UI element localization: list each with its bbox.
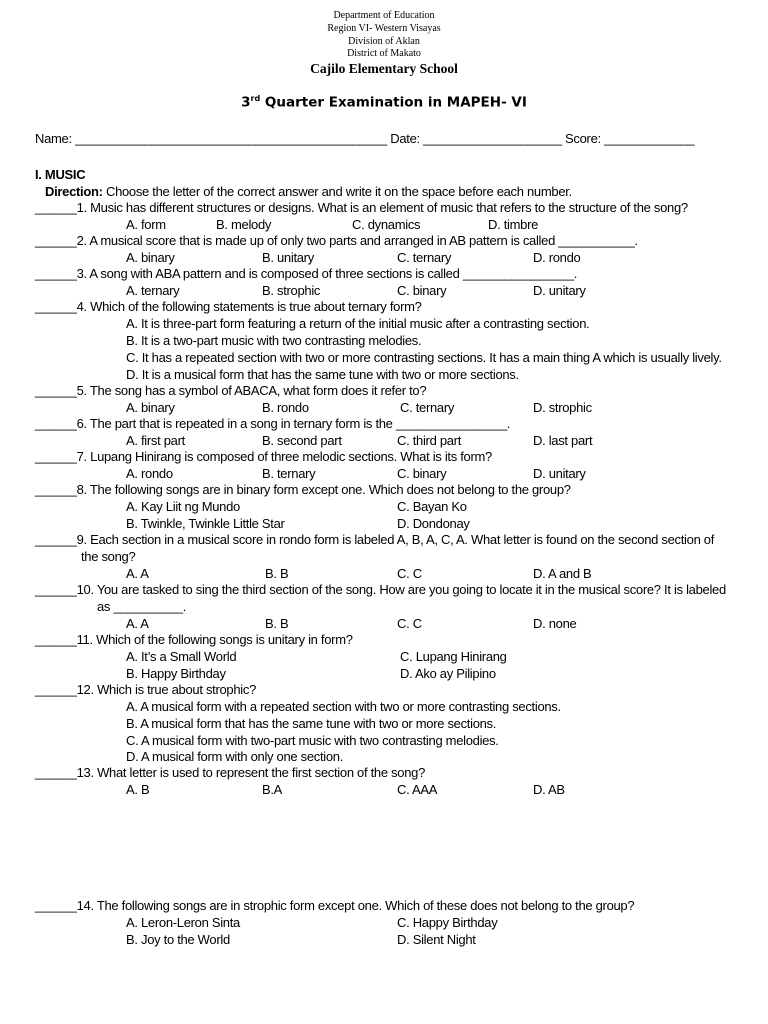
- question-12: ______12. Which is true about strophic?: [35, 682, 256, 697]
- q7-option-c: C. binary: [397, 466, 447, 481]
- q3-option-c: C. binary: [397, 283, 447, 298]
- question-9: ______9. Each section in a musical score in rondo form is labeled A, B, A, C, A. What letter is found on the second section of: [35, 532, 715, 547]
- q1-option-d: D. timbre: [488, 217, 539, 232]
- question-11: ______11. Which of the following songs is unitary in form?: [35, 632, 353, 647]
- question-7: ______7. Lupang Hinirang is composed of three melodic sections. What is its form?: [35, 449, 492, 464]
- q10-option-d: D. none: [533, 616, 577, 631]
- direction-text: Choose the letter of the correct answer and write it on the space before each number.: [102, 184, 572, 199]
- q10-option-a: A. A: [126, 616, 149, 631]
- question-8: ______8. The following songs are in binary form except one. Which does not belong to the group?: [35, 482, 571, 497]
- q12-option-a: A. A musical form with a repeated section with two or more contrasting sections.: [126, 699, 561, 714]
- q5-option-d: D. strophic: [533, 400, 592, 415]
- q6-option-a: A. first part: [126, 433, 185, 448]
- question-1: ______1. Music has different structures or designs. What is an element of music that refers to the structure of the song?: [35, 200, 688, 215]
- q5-option-b: B. rondo: [262, 400, 309, 415]
- q7-option-b: B. ternary: [262, 466, 316, 481]
- name-date-score-line: Name: _____________________________________________ Date: ____________________ Score: _____________: [35, 131, 695, 146]
- title-ordinal: 3: [241, 94, 251, 111]
- question-3: ______3. A song with ABA pattern and is composed of three sections is called ________________.: [35, 266, 578, 281]
- question-5: ______5. The song has a symbol of ABACA, what form does it refer to?: [35, 383, 427, 398]
- q13-option-d: D. AB: [533, 782, 565, 797]
- q6-option-b: B. second part: [262, 433, 342, 448]
- q12-option-b: B. A musical form that has the same tune with two or more sections.: [126, 716, 497, 731]
- q3-option-a: A. ternary: [126, 283, 180, 298]
- direction: [45, 184, 572, 200]
- q13-option-a: A. B: [126, 782, 150, 797]
- q12-option-d: D. A musical form with only one section.: [126, 749, 344, 764]
- q7-option-a: A. rondo: [126, 466, 173, 481]
- q8-option-c: C. Bayan Ko: [397, 499, 467, 514]
- region-line: Region VI- Western Visayas: [327, 23, 441, 34]
- title-ordinal-suffix: rd: [250, 94, 261, 103]
- q13-option-b: B.A: [262, 782, 283, 797]
- q2-option-d: D. rondo: [533, 250, 581, 265]
- q1-option-a: A. form: [126, 217, 166, 232]
- direction-label: Direction:: [45, 184, 103, 199]
- q3-option-b: B. strophic: [262, 283, 321, 298]
- q10-option-b: B. B: [265, 616, 289, 631]
- department-line: Department of Education: [333, 10, 435, 21]
- q2-option-a: A. binary: [126, 250, 175, 265]
- q2-option-b: B. unitary: [262, 250, 314, 265]
- q14-option-c: C. Happy Birthday: [397, 915, 498, 930]
- q11-option-d: D. Ako ay Pilipino: [400, 666, 496, 681]
- q5-option-a: A. binary: [126, 400, 175, 415]
- q9-option-b: B. B: [265, 566, 289, 581]
- exam-title: [0, 94, 768, 111]
- q1-option-c: C. dynamics: [352, 217, 421, 232]
- q14-option-d: D. Silent Night: [397, 932, 476, 947]
- q12-option-c: C. A musical form with two-part music with two contrasting melodies.: [126, 733, 499, 748]
- q9-option-d: D. A and B: [533, 566, 592, 581]
- district-line: District of Makato: [347, 48, 421, 59]
- q14-option-b: B. Joy to the World: [126, 932, 230, 947]
- q6-option-d: D. last part: [533, 433, 593, 448]
- question-13: ______13. What letter is used to represent the first section of the song?: [35, 765, 426, 780]
- title-text: Quarter Examination in MAPEH- VI: [260, 94, 527, 111]
- question-2: ______2. A musical score that is made up of only two parts and arranged in AB pattern is called ___________.: [35, 233, 638, 248]
- question-14: ______14. The following songs are in strophic form except one. Which of these does not belong to the group?: [35, 898, 635, 913]
- q7-option-d: D. unitary: [533, 466, 586, 481]
- q9-option-a: A. A: [126, 566, 149, 581]
- q11-option-c: C. Lupang Hinirang: [400, 649, 507, 664]
- q4-option-c: C. It has a repeated section with two or more contrasting sections. It has a main thing A which is usually lively.: [126, 350, 722, 365]
- q11-option-b: B. Happy Birthday: [126, 666, 226, 681]
- q8-option-b: B. Twinkle, Twinkle Little Star: [126, 516, 285, 531]
- question-4: ______4. Which of the following statements is true about ternary form?: [35, 299, 422, 314]
- division-line: Division of Aklan: [348, 36, 420, 47]
- question-10-continued: as __________.: [97, 599, 187, 614]
- q8-option-d: D. Dondonay: [397, 516, 470, 531]
- q4-option-a: A. It is three-part form featuring a return of the initial music after a contrasting section.: [126, 316, 590, 331]
- q13-option-c: C. AAA: [397, 782, 438, 797]
- q5-option-c: C. ternary: [400, 400, 455, 415]
- q1-option-b: B. melody: [216, 217, 272, 232]
- q9-option-c: C. C: [397, 566, 422, 581]
- q6-option-c: C. third part: [397, 433, 462, 448]
- question-6: ______6. The part that is repeated in a song in ternary form is the ________________.: [35, 416, 511, 431]
- q11-option-a: A. It’s a Small World: [126, 649, 237, 664]
- q4-option-d: D. It is a musical form that has the same tune with two or more sections.: [126, 367, 519, 382]
- section-heading: I. MUSIC: [35, 167, 86, 182]
- q14-option-a: A. Leron-Leron Sinta: [126, 915, 240, 930]
- q3-option-d: D. unitary: [533, 283, 586, 298]
- q4-option-b: B. It is a two-part music with two contrasting melodies.: [126, 333, 422, 348]
- school-name: Cajilo Elementary School: [310, 61, 458, 76]
- q2-option-c: C. ternary: [397, 250, 452, 265]
- q8-option-a: A. Kay Liit ng Mundo: [126, 499, 240, 514]
- question-9-continued: the song?: [81, 549, 136, 564]
- q10-option-c: C. C: [397, 616, 422, 631]
- question-10: ______10. You are tasked to sing the third section of the song. How are you going to locate it in the musical score? It is labeled: [35, 582, 726, 597]
